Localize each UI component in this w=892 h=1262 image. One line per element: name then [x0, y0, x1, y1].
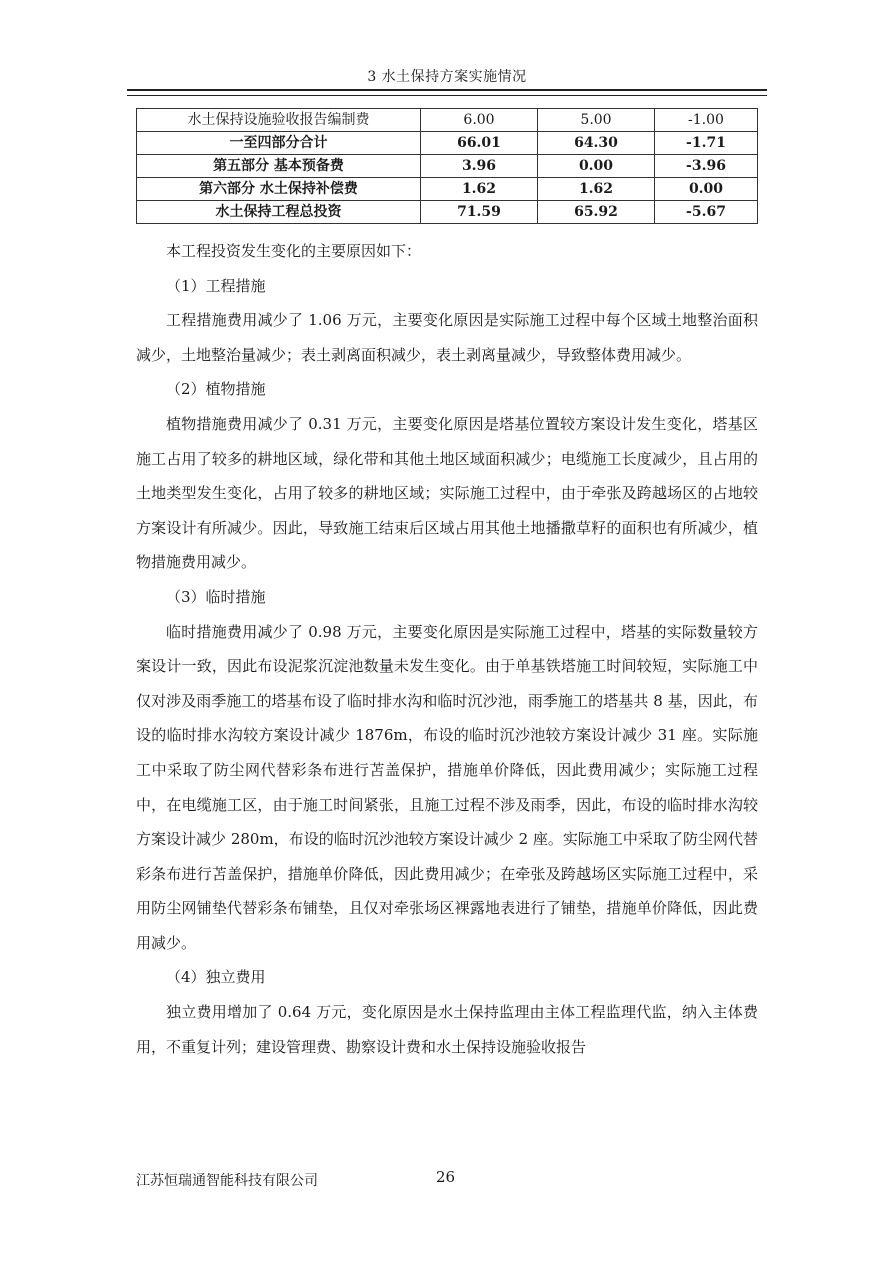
table-row: [137, 109, 758, 132]
body-text: [136, 234, 758, 1064]
table-cell-difference: -1.71: [655, 132, 758, 155]
table-cell-value: 0.00: [538, 155, 655, 178]
table-cell-difference: 0.00: [655, 178, 758, 201]
table-cell-difference: -5.67: [655, 201, 758, 224]
table-cell-value: 3.96: [421, 155, 538, 178]
table-cell-value: 71.59: [421, 201, 538, 224]
table-cell-item: 水土保持设施验收报告编制费: [137, 109, 421, 132]
section-heading-temporary: （3）临时措施: [166, 587, 266, 606]
table-cell-item: 第六部分 水土保持补偿费: [137, 178, 421, 201]
table-cell-value: 6.00: [421, 109, 538, 132]
paragraph-engineering: 工程措施费用减少了 1.06 万元，主要变化原因是实际施工过程中每个区域土地整治面积减少，土地整治量减少；表土剥离面积减少，表土剥离量减少，导致整体费用减少。: [136, 311, 758, 364]
table-row: [137, 201, 758, 224]
header-rule-thin: [127, 95, 767, 96]
footer-company: 江苏恒瑞通智能科技有限公司: [136, 1173, 318, 1189]
page-header: 3 水土保持方案实施情况: [367, 69, 527, 85]
section-heading-engineering: （1）工程措施: [166, 276, 266, 295]
table-row: [137, 155, 758, 178]
table-cell-value: 1.62: [538, 178, 655, 201]
table-cell-difference: -3.96: [655, 155, 758, 178]
section-heading-plant: （2）植物措施: [166, 380, 266, 399]
investment-table: [136, 108, 758, 224]
table-row: [137, 132, 758, 155]
table-cell-value: 1.62: [421, 178, 538, 201]
table-cell-value: 5.00: [538, 109, 655, 132]
table-cell-item: 一至四部分合计: [137, 132, 421, 155]
section-heading-independent: （4）独立费用: [166, 968, 266, 987]
table-cell-value: 65.92: [538, 201, 655, 224]
paragraph-independent: 独立费用增加了 0.64 万元，变化原因是水土保持监理由主体工程监理代监，纳入主体费用，不重复计列；建设管理费、勘察设计费和水土保持设施验收报告: [136, 1003, 758, 1056]
header-rule-thick: [127, 89, 767, 91]
paragraph-temporary: 临时措施费用减少了 0.98 万元，主要变化原因是实际施工过程中，塔基的实际数量较方案设计一致，因此布设泥浆沉淀池数量未发生变化。由于单基铁塔施工时间较短，实际施工中仅对涉及雨季施工的塔基布设了临时排水沟和临时沉沙池，雨季施工的塔基共 8 基，因此，布设的临时排水沟较方案设计减少 1876m，布设的临时沉沙池较方案设计减少 31 座。实际施工中采取了防尘网代替彩条布进行苫盖保护，措施单价降低，因此费用减少；实际施工过程中，在电缆施工区，由于施工时间紧张，且施工过程不涉及雨季，因此，布设的临时排水沟较方案设计减少 280m，布设的临时沉沙池较方案设计减少 2 座。实际施工中采取了防尘网代替彩条布进行苫盖保护，措施单价降低，因此费用减少；在牵张及跨越场区实际施工过程中，采用防尘网铺垫代替彩条布铺垫，且仅对牵张场区裸露地表进行了铺垫，措施单价降低，因此费用减少。: [136, 622, 758, 952]
table-cell-item: 第五部分 基本预备费: [137, 155, 421, 178]
table-cell-value: 66.01: [421, 132, 538, 155]
page-number: 26: [436, 1168, 456, 1186]
paragraph-plant: 植物措施费用减少了 0.31 万元，主要变化原因是塔基位置较方案设计发生变化，塔基区施工占用了较多的耕地区域，绿化带和其他土地区域面积减少；电缆施工长度减少，且占用的土地类型发生变化，占用了较多的耕地区域；实际施工过程中，由于牵张及跨越场区的占地较方案设计有所减少。因此，导致施工结束后区域占用其他土地播撒草籽的面积也有所减少，植物措施费用减少。: [136, 414, 758, 572]
table-row: [137, 178, 758, 201]
table-cell-item: 水土保持工程总投资: [137, 201, 421, 224]
table-cell-value: 64.30: [538, 132, 655, 155]
intro-paragraph: 本工程投资发生变化的主要原因如下：: [166, 242, 422, 260]
table-cell-difference: -1.00: [655, 109, 758, 132]
